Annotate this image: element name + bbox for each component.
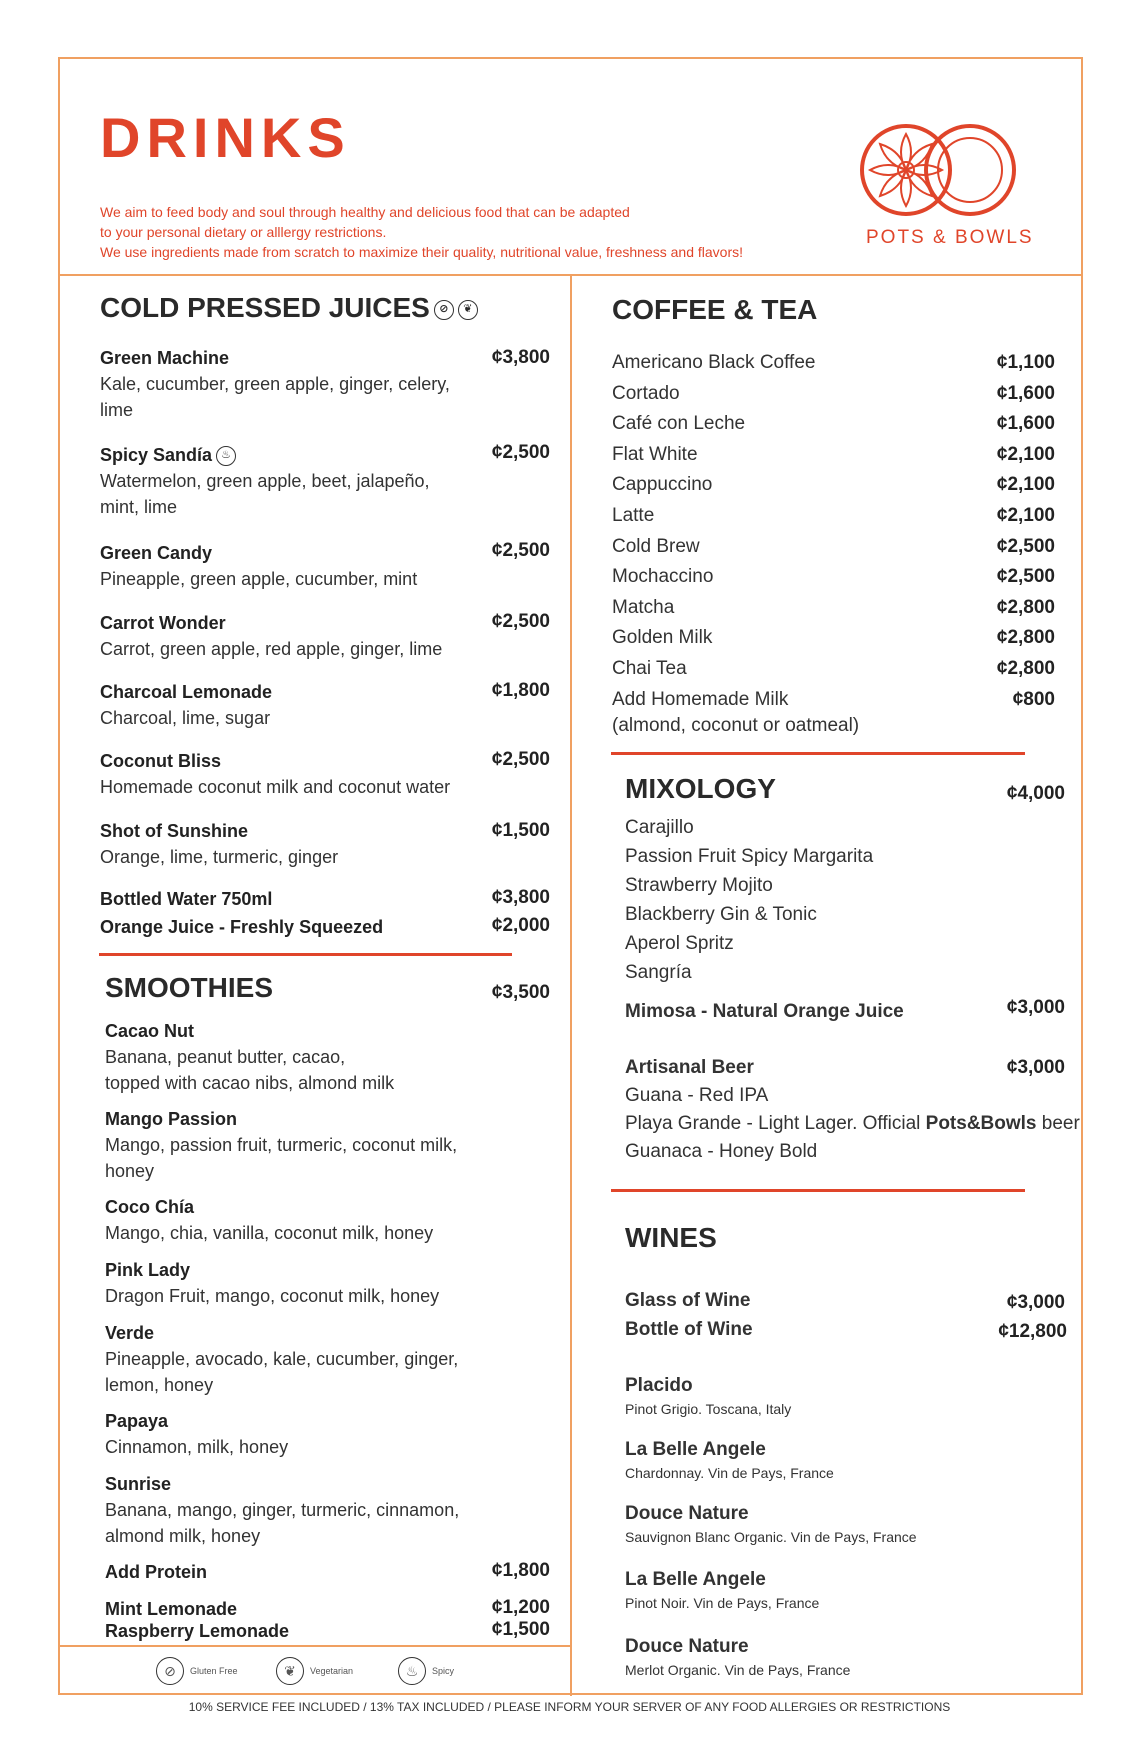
item-price: ¢2,500 [491, 442, 550, 463]
item-desc: Banana, peanut butter, cacao, [105, 1047, 346, 1067]
item-desc: Pineapple, green apple, cucumber, mint [100, 569, 418, 589]
item-price: ¢3,000 [1006, 1057, 1065, 1078]
item-name: Artisanal Beer [625, 1057, 754, 1078]
item-price: ¢1,500 [491, 1619, 550, 1640]
coffee-item-name: Cold Brew [612, 535, 700, 557]
coffee-item-price: ¢2,100 [996, 443, 1055, 465]
wine-name: La Belle Angele [625, 1439, 766, 1460]
mixology-item: Carajillo [625, 817, 694, 838]
coffee-item-name: Cappuccino [612, 474, 713, 496]
intro-line: We aim to feed body and soul through healthy and delicious food that can be adapted [100, 204, 630, 220]
mixology-item: Sangría [625, 962, 692, 983]
list-item [100, 540, 417, 592]
item-name: Raspberry Lemonade [105, 1621, 290, 1641]
beer-brand: Pots&Bowls [925, 1113, 1037, 1134]
item-desc: lemon, honey [105, 1375, 214, 1395]
coffee-item-name: Matcha [612, 596, 675, 618]
wine-desc: Sauvignon Blanc Organic. Vin de Pays, France [625, 1529, 917, 1545]
coffee-item-price: ¢2,500 [996, 566, 1055, 588]
intro-line: to your personal dietary or alllergy restrictions. [100, 224, 387, 240]
list-item [105, 1320, 458, 1398]
mixology-price: ¢4,000 [1006, 783, 1065, 804]
legend-vegetarian [276, 1657, 353, 1685]
item-desc: Charcoal, lime, sugar [100, 708, 271, 728]
coffee-item-name: Flat White [612, 443, 698, 465]
coffee-item-price: ¢2,800 [996, 596, 1055, 618]
coffee-item-name: Cortado [612, 382, 680, 404]
coffee-item-price: ¢800 [1012, 688, 1055, 710]
item-name: Papaya [105, 1411, 169, 1431]
item-name: Bottle of Wine [625, 1319, 753, 1340]
item-desc: Orange, lime, turmeric, ginger [100, 847, 339, 867]
item-price: ¢2,500 [491, 611, 550, 632]
item-desc: Dragon Fruit, mango, coconut milk, honey [105, 1286, 440, 1306]
item-name: Orange Juice - Freshly Squeezed [100, 917, 384, 937]
coffee-note: (almond, coconut or oatmeal) [612, 715, 860, 736]
wine-name: Placido [625, 1375, 693, 1396]
pots-bowls-logo-icon [858, 120, 1018, 220]
gluten-free-icon: ⊘ [434, 300, 454, 320]
item-name: Sunrise [105, 1474, 172, 1494]
coffee-item-name: Chai Tea [612, 658, 687, 679]
item-price: ¢3,000 [1006, 997, 1065, 1018]
item-name [100, 442, 430, 468]
wine-name: Douce Nature [625, 1503, 749, 1524]
item-price: ¢3,800 [491, 887, 550, 908]
beer-line-text: Playa Grande - Light Lager. Official [625, 1113, 926, 1134]
list-item [100, 748, 450, 800]
wine-desc: Pinot Noir. Vin de Pays, France [625, 1595, 820, 1611]
item-desc: lime [100, 400, 134, 420]
item-name: Glass of Wine [625, 1290, 751, 1311]
spicy-icon: ♨ [398, 1657, 426, 1685]
coffee-item-name: Café con Leche [612, 413, 746, 435]
item-name: Green Machine [100, 348, 230, 368]
item-name: Mimosa - Natural Orange Juice [625, 1001, 904, 1022]
item-desc: Pineapple, avocado, kale, cucumber, ginger, [105, 1349, 459, 1369]
coffee-item-price: ¢2,800 [996, 658, 1055, 679]
coffee-item-price: ¢2,800 [996, 627, 1055, 649]
beer-line [625, 1113, 1080, 1135]
beer-line: Guanaca - Honey Bold [625, 1141, 818, 1162]
mixology-item: Aperol Spritz [625, 933, 734, 954]
list-item [100, 818, 338, 870]
wine-desc: Merlot Organic. Vin de Pays, France [625, 1662, 851, 1678]
coffee-item-price: ¢2,100 [996, 505, 1055, 526]
list-item [105, 1408, 288, 1460]
wine-desc: Chardonnay. Vin de Pays, France [625, 1465, 834, 1481]
smoothies-title: SMOOTHIES [105, 972, 274, 1003]
beer-line-text: beer [1036, 1113, 1080, 1134]
section-divider [99, 953, 512, 956]
list-item [100, 345, 450, 423]
dietary-legend [58, 1645, 570, 1693]
coffee-item-name: Golden Milk [612, 627, 713, 649]
item-price: ¢1,200 [491, 1597, 550, 1618]
item-desc: Banana, mango, ginger, turmeric, cinnamon, [105, 1500, 460, 1520]
item-name: Charcoal Lemonade [100, 682, 273, 702]
cold-pressed-title [100, 292, 478, 324]
item-desc: mint, lime [100, 497, 178, 517]
coffee-item-price: ¢1,100 [996, 352, 1055, 373]
legend-label: Spicy [432, 1666, 455, 1676]
section-divider [611, 1189, 1025, 1192]
item-name: Mango Passion [105, 1109, 238, 1129]
item-name: Shot of Sunshine [100, 821, 248, 841]
page-title: DRINKS [100, 106, 351, 169]
beer-line: Guana - Red IPA [625, 1085, 769, 1106]
item-desc: honey [105, 1161, 155, 1181]
footer-note: 10% SERVICE FEE INCLUDED / 13% TAX INCLUDED / PLEASE INFORM YOUR SERVER OF ANY FOOD ALLERGIES OR RESTRICTIONS [188, 1700, 951, 1714]
list-item [105, 1106, 457, 1184]
item-desc: Carrot, green apple, red apple, ginger, lime [100, 639, 443, 659]
coffee-item-name: Latte [612, 505, 655, 526]
list-item [100, 679, 272, 731]
item-name: Cacao Nut [105, 1021, 195, 1041]
list-item [105, 1194, 433, 1246]
mixology-item: Blackberry Gin & Tonic [625, 904, 817, 925]
column-divider [570, 276, 572, 1696]
mixology-title: MIXOLOGY [625, 773, 776, 804]
wines-title: WINES [625, 1222, 717, 1253]
wine-desc: Pinot Grigio. Toscana, Italy [625, 1401, 792, 1417]
item-name: Bottled Water 750ml [100, 889, 273, 909]
mixology-item: Passion Fruit Spicy Margarita [625, 846, 874, 867]
item-price: ¢2,500 [491, 540, 550, 561]
item-name: Green Candy [100, 543, 213, 563]
item-desc: Watermelon, green apple, beet, jalapeño, [100, 471, 430, 491]
wine-name: Douce Nature [625, 1636, 749, 1657]
item-desc: Kale, cucumber, green apple, ginger, celery, [100, 374, 450, 394]
coffee-item-price: ¢2,500 [996, 535, 1055, 557]
item-name: Coconut Bliss [100, 751, 222, 771]
list-item [100, 442, 430, 520]
menu-header [58, 57, 1083, 276]
intro-text [100, 202, 820, 262]
item-desc: Mango, chia, vanilla, coconut milk, honey [105, 1223, 434, 1243]
wine-name: La Belle Angele [625, 1569, 766, 1590]
item-desc: Mango, passion fruit, turmeric, coconut milk, [105, 1135, 458, 1155]
cold-pressed-title-text: COLD PRESSED JUICES [100, 292, 430, 323]
item-name: Mint Lemonade [105, 1599, 238, 1619]
coffee-item-price: ¢1,600 [996, 413, 1055, 435]
item-price: ¢1,800 [491, 1560, 550, 1581]
item-price: ¢2,500 [491, 749, 550, 770]
item-price: ¢1,800 [491, 680, 550, 701]
logo-text: POTS & BOWLS [866, 227, 1034, 248]
item-price: ¢2,000 [491, 915, 550, 936]
item-name: Carrot Wonder [100, 613, 226, 633]
list-item [105, 1257, 439, 1309]
item-name: Verde [105, 1323, 155, 1343]
item-price: ¢3,000 [1006, 1292, 1065, 1313]
legend-spicy [398, 1657, 454, 1685]
legend-gluten-free [156, 1657, 238, 1685]
coffee-title: COFFEE & TEA [612, 294, 818, 325]
coffee-item-price: ¢2,100 [996, 474, 1055, 496]
coffee-item-name: Add Homemade Milk [612, 688, 789, 710]
legend-label: Vegetarian [310, 1666, 354, 1676]
item-price: ¢12,800 [998, 1321, 1067, 1342]
item-price: ¢3,800 [491, 347, 550, 368]
item-desc: Cinnamon, milk, honey [105, 1437, 289, 1457]
spicy-icon: ♨ [216, 446, 236, 466]
item-desc: Homemade coconut milk and coconut water [100, 777, 451, 797]
vegetarian-icon: ❦ [276, 1657, 304, 1685]
coffee-item-name: Americano Black Coffee [612, 352, 816, 373]
coffee-item-price: ¢1,600 [996, 382, 1055, 404]
list-item [105, 1471, 459, 1549]
item-name-text: Spicy Sandía [100, 445, 213, 465]
vegetarian-icon: ❦ [458, 300, 478, 320]
item-name: Pink Lady [105, 1260, 191, 1280]
mixology-item: Strawberry Mojito [625, 875, 773, 896]
item-name: Add Protein [105, 1562, 207, 1582]
item-desc: almond milk, honey [105, 1526, 261, 1546]
item-desc: topped with cacao nibs, almond milk [105, 1073, 395, 1093]
coffee-item-name: Mochaccino [612, 566, 714, 588]
item-name: Coco Chía [105, 1197, 195, 1217]
smoothies-price: ¢3,500 [491, 982, 550, 1003]
intro-line: We use ingredients made from scratch to maximize their quality, nutritional value, freshness and flavors! [100, 244, 743, 260]
list-item [100, 610, 442, 662]
legend-label: Gluten Free [190, 1666, 238, 1676]
gluten-free-icon: ⊘ [156, 1657, 184, 1685]
section-divider [611, 752, 1025, 755]
item-price: ¢1,500 [491, 820, 550, 841]
list-item [105, 1018, 394, 1096]
